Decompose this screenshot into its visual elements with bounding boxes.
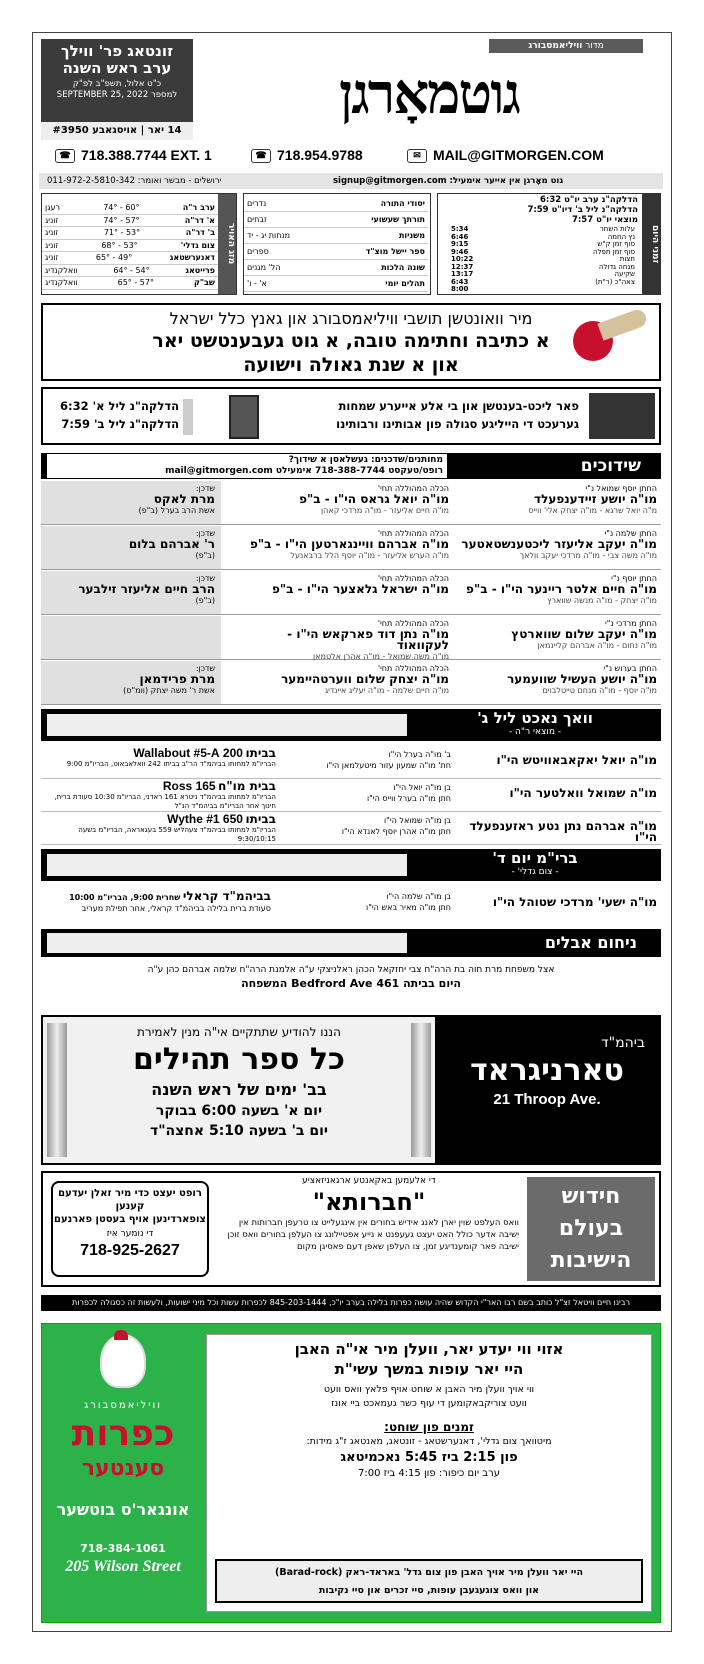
kallah-parents: מו"ה חיים אליעזר - מו"ה מרדכי קאהן xyxy=(320,506,449,515)
newspaper-page xyxy=(32,32,672,1632)
weather-day: ערב ר"ה xyxy=(182,203,215,212)
kapores-zman-1: מיטוואך צום גדלי', דאנערשטאג - זונטאג, מאנטאג ז"ג מידות: xyxy=(306,1436,552,1447)
kallah-cell xyxy=(239,618,449,662)
bris-detail: סעודת ברית בלילה בביהמ"ד קראלי, אחר תפילת מעריב xyxy=(81,904,271,913)
vach-parent-1: בן מו"ה שמואל הי"ו xyxy=(383,816,451,825)
zman-time: 13:17 xyxy=(451,270,474,278)
kapores-zman-3: ערב יום כיפור: פון 4:15 ביז 7:00 xyxy=(358,1468,500,1479)
shadchan-name: הרב חיים אליעזר זילבער xyxy=(78,582,215,596)
shidduchim-header xyxy=(41,453,661,479)
hebrew-date: כ"ט אלול, תשפ"ב לפ"ק xyxy=(72,79,162,89)
zman-time: 5:34 xyxy=(451,225,469,233)
weather-temp: 74° - 60° xyxy=(103,203,140,212)
zman-name: סוף זמן ק"ש xyxy=(597,240,635,248)
learning-row xyxy=(244,260,428,276)
shidduchim-title: שידוכים xyxy=(580,456,641,476)
learning-box xyxy=(243,193,431,295)
bris-subtitle: - צום גדלי' - xyxy=(511,867,559,877)
learning-row xyxy=(244,244,428,260)
zman-name: שקיעה xyxy=(614,270,635,278)
shadchan-note: אשת ר' משה יצחק (וומ"ס) xyxy=(123,686,215,695)
learning-list xyxy=(244,196,428,292)
vach-detail: הבריו"מ למחותו בביהמ"ד ניטרא 161 ראדני, הבריו"מ 10:30 סעודת ברית, חינוך אחר הבריו"מ בביהמ"ד הנ"ל xyxy=(54,793,276,810)
weather-row xyxy=(42,265,218,278)
tehillim-line-1: הננו להודיע שתתקיים אי"ה מנין לאמירת xyxy=(137,1025,341,1039)
weather-temp: 65° - 49° xyxy=(95,253,133,262)
bris-header-blank xyxy=(47,854,407,876)
kallah-name: מו"ה אברהם וויינגארטען הי"ו - ב"פ xyxy=(250,537,449,551)
fax-icon: ☎ xyxy=(251,149,271,163)
learning-topic: יסודי התורה xyxy=(380,199,425,208)
shadchan-label: שדכן: xyxy=(195,529,215,538)
candle-line-1: הדלקה"נ ערב יו"ט 6:32 xyxy=(540,195,638,205)
candle-line-3: מוצאי יו"ט 7:57 xyxy=(571,215,638,225)
pillar-left-icon xyxy=(47,1023,67,1157)
shul-panel xyxy=(435,1017,659,1163)
vach-address: 200 Wallabout #5-A xyxy=(133,746,243,760)
kapores-phone[interactable]: 718-384-1061 xyxy=(80,1542,166,1555)
weather-row xyxy=(42,202,218,215)
vach-parent-2: חתן מו"ה אהרן יוסף לאנדא הי"ו xyxy=(341,827,451,836)
contact-row xyxy=(41,145,661,169)
learning-topic: משניות xyxy=(398,231,425,240)
chosson-name: מו"ה חיים אלטר ריינער הי"ו - ב"פ xyxy=(466,582,657,596)
vach-name: מו"ה אברהם נתן נטע ראזענפעלד הי"ו xyxy=(469,819,657,844)
greeting-line-1: מיר וואונטשן תושבי וויליאמסבורג און גאנץ כלל ישראל xyxy=(169,309,533,328)
vach-parent-2: חת' מו"ה שמעון עזור מיטעלמאן הי"ו xyxy=(326,761,451,770)
shadchan-label: שדכן: xyxy=(195,484,215,493)
learning-row xyxy=(244,196,428,212)
new-year-greeting xyxy=(41,303,661,381)
chosson-parents: מו"ה נחום - מו"ה אברהם קליינמאן xyxy=(537,641,657,650)
chicken-icon xyxy=(100,1334,146,1388)
candle-ad-line-2: גערעכט די הייליגע סגולה פון אבותינו ורבותינו xyxy=(336,417,579,431)
shadchan-cell xyxy=(41,481,221,524)
chosson-parents: מ"ה יואל שרגא - מו"ה יצחק אלי' ווייס xyxy=(528,506,657,515)
weather-day: צום גדלי' xyxy=(180,240,215,250)
shadchan-name: מרת לאקס xyxy=(153,492,215,506)
nichum-title: ניחום אבלים xyxy=(544,933,637,952)
shadchan-note: (ב"פ) xyxy=(195,551,215,560)
bris-header xyxy=(41,849,661,881)
zman-row xyxy=(448,279,638,287)
vach-parents xyxy=(281,815,451,837)
weather-temp: 65° - 57° xyxy=(117,278,154,287)
chosson-cell xyxy=(457,618,657,651)
edition-day: זונטאג פר' ווילך xyxy=(60,42,174,60)
vach-row xyxy=(41,813,661,845)
shadchan-name: ר' אברהם בלום xyxy=(128,537,215,551)
newspaper-logo: גוטמאָרגן xyxy=(338,61,520,127)
kallah-parents: מו"ה חיים שלמה - מו"ה יעליג איינדיג xyxy=(324,686,449,695)
weather-list xyxy=(42,202,218,290)
weather-row xyxy=(42,215,218,228)
english-date: SEPTEMBER 25, 2022 למספר xyxy=(56,90,178,100)
kapores-body-1: ווי אויך וועלן מיר האבן א שוחט אויף פלאץ וואס וועט xyxy=(323,1384,535,1395)
vach-nacht-header xyxy=(41,709,661,741)
learning-topic: תהלים יומי xyxy=(385,279,425,288)
shidduch-row xyxy=(41,526,661,570)
weather-condition: זוניג xyxy=(45,240,59,250)
kapores-brand: כפרות xyxy=(71,1413,175,1454)
chosson-cell xyxy=(457,528,657,561)
weather-day: א' דר"ה xyxy=(184,215,215,225)
chevruta-intro: די אלעמען באקאנטע ארגאניזאציע xyxy=(302,1176,436,1186)
weather-box xyxy=(41,193,237,295)
kallah-name: מו"ה יואל גראס הי"ו - ב"פ xyxy=(299,492,449,506)
tehillim-ad xyxy=(41,1015,661,1165)
shadchan-label: שדכן: xyxy=(195,574,215,583)
vach-location-label: בביתו xyxy=(245,812,276,826)
chosson-parents: מו"ה יצחק - מו"ה מנשה שווארץ xyxy=(547,596,657,605)
zman-time: 12:37 xyxy=(451,262,474,271)
kallah-title: הכלה המהוללה תחי' xyxy=(377,664,449,673)
shul-name: טארניגראד xyxy=(470,1053,624,1088)
oil-box-icon xyxy=(229,395,259,439)
kapores-brand-sub: סענטער xyxy=(81,1456,165,1481)
vach-location-line xyxy=(41,781,276,793)
learning-page: ספרים xyxy=(247,247,269,256)
chevruta-name: "חברותא" xyxy=(312,1188,426,1216)
vach-detail: הבריו"מ למחותו בביהמ"ד הר"ב בביתו 242 וואלאבאוט, הבריו"מ 9:00 xyxy=(66,760,276,768)
bris-location: בביהמ"ד קראלי xyxy=(182,889,271,903)
kallah-cell xyxy=(239,483,449,516)
candle-lighting-ad xyxy=(41,387,661,445)
shadchan-cell xyxy=(41,661,221,704)
weather-row xyxy=(42,277,218,290)
chevruta-call-1: רופט יעצט כדי מיר זאלן יעדעם קענען xyxy=(58,1188,202,1212)
learning-page: מנחות יג - יד xyxy=(247,231,291,240)
vach-parent-1: בן מו"ה יואל הי"ו xyxy=(393,783,451,792)
vach-name: מו"ה יואל יאקאבאוויטש הי"ו xyxy=(496,753,657,767)
weather-label: מזג האויר xyxy=(218,194,236,294)
shadchan-name: מרת פרידמאן xyxy=(139,672,215,686)
shidduch-row xyxy=(41,616,661,660)
vach-parents xyxy=(281,749,451,771)
shul-label: ביהמ"ד xyxy=(601,1035,645,1051)
chosson-title: החתן שלמה נ"י xyxy=(604,529,657,538)
shul-address: 21 Throop Ave. xyxy=(493,1091,601,1108)
learning-page: זבחים xyxy=(247,215,267,224)
learning-row xyxy=(244,276,428,292)
kapores-footer-2: און וואס צוגעגעבן עופות, סיי זכרים און סיי נקיבות xyxy=(318,1585,540,1596)
vach-subtitle: - מוצאי ר"ה - xyxy=(508,727,562,737)
kapores-footer-1: היי יאר וועלן מיר אויך האבן פון צום גדל' באראד-ראק (Barad-rock) xyxy=(274,1567,583,1578)
chosson-parents: מו"ה יוסף - מו"ה מנחם טייטלבוים xyxy=(542,686,657,695)
chosson-title: החתן יוסף נ"י xyxy=(611,574,657,583)
bris-parent-1: בן מו"ה שלמה הי"ו xyxy=(386,892,451,901)
kapores-top: וויליאמסבורג xyxy=(84,1400,162,1411)
kapores-ad xyxy=(41,1323,661,1623)
zman-time: 10:22 xyxy=(451,255,474,263)
edition-holiday: ערב ראש השנה xyxy=(62,59,172,77)
weather-day: ב' דר"ה xyxy=(185,228,215,237)
mail-icon: ✉ xyxy=(407,149,427,163)
zman-name: סוף זמן תפלה xyxy=(593,247,635,256)
kallah-parents: מו"ה הערש אליעזר - מו"ה יוסף הלל ברבאנעל xyxy=(290,551,449,560)
shidduch-row xyxy=(41,661,661,705)
candle-line-2: הדלקה"נ ליל ב' דיו"ט 7:59 xyxy=(527,205,638,215)
weather-day: פרייטאג xyxy=(185,265,215,275)
zman-row xyxy=(448,286,638,294)
weather-condition: רעגן xyxy=(45,203,61,212)
kallah-cell xyxy=(239,573,449,595)
chosson-title: החתן יוסף שמואל נ"י xyxy=(585,484,657,493)
shadchan-label: שדכן: xyxy=(195,664,215,673)
email-link[interactable]: ✉ MAIL@GITMORGEN.COM xyxy=(407,147,604,163)
learning-topic: שונה הלכות xyxy=(381,263,425,272)
shadchan-cell xyxy=(41,526,221,569)
candle-time-1: הדלקה"נ ליל א' 6:32 xyxy=(59,399,179,413)
learning-page: נדרים xyxy=(247,199,267,208)
shidduchim-info-1: מחותנים/שדכנים: געשלאסן א שידוך? xyxy=(288,455,443,465)
zman-row xyxy=(448,249,638,257)
candle-icon xyxy=(183,399,193,435)
nichum-header-blank xyxy=(47,933,407,953)
vach-parent-2: חתן מו"ה בערל ווייס הי"ו xyxy=(366,794,451,803)
chevruta-body: וואס העלפט שוין יארן לאנג אידיש בחורים אין אינגעלייט צו טרעפן חברותות אין ישיבה אדער כולל האט יעצט געעפנט א נייע אפטיילונג צו העלפן בחורים וואס זוכן ישיבה פאר קומענדיגע זמן, צו העלפן שאפן דעם פאסיגן מקום xyxy=(227,1218,519,1252)
shidduch-row xyxy=(41,571,661,615)
kallah-name: מו"ה נתן דוד פארקאש הי"ו - לעקוואוד xyxy=(287,627,449,652)
chosson-cell xyxy=(457,663,657,696)
chevruta-call-2: צופארדינען אויף בעסטן פארנעם xyxy=(54,1214,206,1225)
vach-address: 650 Wythe #1 xyxy=(167,812,243,826)
kallah-name: מו"ה ישראל גלאצער הי"ו - ב"פ xyxy=(271,582,449,596)
weather-condition: זוניג xyxy=(45,215,59,225)
zman-name: מנחה גדולה xyxy=(598,262,635,271)
kallah-cell xyxy=(239,663,449,696)
candle-time-2: הדלקה"נ ליל ב' 7:59 xyxy=(61,417,179,431)
kapores-address: 205 Wilson Street xyxy=(65,1558,181,1575)
zman-time: 6:43 xyxy=(451,277,469,286)
vach-location-label: בבית מו"ח xyxy=(218,779,276,793)
chosson-cell xyxy=(457,573,657,606)
zman-time: 9:15 xyxy=(451,240,469,248)
weather-condition: זוניג xyxy=(45,253,59,262)
kapores-zman-2: פון 2:15 ביז 5:45 נאכמיטאג xyxy=(340,1450,518,1465)
kapores-zmanim-title: זמנים פון שוחט: xyxy=(384,1420,474,1434)
weather-condition: וואלקנדיג xyxy=(45,278,78,287)
kapores-body-2: וועט צוריקבאקומען די עוף כשר געמאכט ביי אונז xyxy=(331,1398,527,1409)
chevruta-side-banner: חידוש בעולם הישיבות xyxy=(527,1177,655,1281)
chosson-cell xyxy=(457,483,657,516)
kallah-title: הכלה המהוללה תחי' xyxy=(377,574,449,583)
weather-row xyxy=(42,227,218,240)
kapores-brand-panel xyxy=(48,1330,198,1616)
tehillim-line-2: כל ספר תהילים xyxy=(132,1042,346,1077)
kallah-title: הכלה המהוללה תחי' xyxy=(377,619,449,628)
kallah-cell xyxy=(239,528,449,561)
pillar-right-icon xyxy=(411,1023,431,1157)
vach-row xyxy=(41,780,661,812)
vach-header-blank xyxy=(47,714,407,736)
learning-row xyxy=(244,212,428,228)
nichum-line-1: אצל משפחת מרת חוה בת הרה"ח צבי יחזקאל הכהן ראלניצקי ע"ה אלמנת הרה"ח שלמה אברהם כהן ע"ה xyxy=(147,965,555,975)
edition-box xyxy=(41,39,193,140)
learning-topic: ספר יישל מוצ"ד xyxy=(365,247,425,256)
tehillim-line-5: יום ב' בשעה 5:10 אחצה"ד xyxy=(149,1123,328,1139)
chosson-name: מו"ה יושע העשיל שוועמער xyxy=(507,672,657,686)
phone-2[interactable]: ☎ 718.954.9788 xyxy=(251,147,363,163)
tehillim-line-4: יום א' בשעה 6:00 בבוקר xyxy=(155,1103,323,1119)
weather-temp: 68° - 53° xyxy=(101,240,138,250)
kallah-title: הכלה המהוללה תחי' xyxy=(377,484,449,493)
section-badge: מדור וויליאמסבורג xyxy=(489,39,643,53)
shadchan-note: (ב"פ) xyxy=(195,596,215,605)
chevruta-phone[interactable]: 718-925-2627 xyxy=(80,1242,180,1259)
zmanim-list xyxy=(448,226,638,294)
zman-time: 6:46 xyxy=(451,232,469,241)
tehillim-text xyxy=(43,1017,435,1163)
zman-name: חצות xyxy=(619,255,635,263)
kallah-title: הכלה המהוללה תחי' xyxy=(377,529,449,538)
chosson-parents: מו"ה משה צבי - מו"ה מרדכי יעקב וולאך xyxy=(519,551,657,560)
vach-address: 165 Ross xyxy=(162,779,216,793)
chosson-name: מו"ה יעקב אליעזר ליכטענשטאטער xyxy=(461,537,657,551)
phone-icon: ☎ xyxy=(55,149,75,163)
shidduch-row xyxy=(41,481,661,525)
weather-row xyxy=(42,240,218,253)
vach-name: מו"ה שמואל וואלטער הי"ו xyxy=(509,786,657,800)
chosson-title: החתן בערוש נ"י xyxy=(603,664,657,673)
zman-time: 8:00 xyxy=(451,285,469,293)
section-badge-label: וויליאמסבורג xyxy=(528,41,583,51)
learning-page: הל' מגנים xyxy=(247,263,281,272)
learning-row xyxy=(244,228,428,244)
kapores-owner: אונגאר'ס בוטשער xyxy=(56,1500,190,1519)
vach-row xyxy=(41,747,661,779)
zmanim-box xyxy=(437,193,661,295)
learning-page: א' - ו' xyxy=(247,279,267,288)
shidduchim-info-2: רופט/טעקסט 718-388-7744 אימעילט mail@gitmorgen.com xyxy=(165,466,443,476)
vach-location xyxy=(41,748,276,769)
shadchan-cell xyxy=(41,616,221,659)
vach-title: וואך נאכט ליל ג' xyxy=(477,709,593,727)
vach-location-label: בביתו xyxy=(245,746,276,760)
vach-location-line xyxy=(41,748,276,760)
vach-location-line xyxy=(41,814,276,826)
chosson-title: החתן מרדכי נ"י xyxy=(605,619,657,628)
nichum-text xyxy=(41,963,661,991)
kapores-info xyxy=(206,1334,652,1612)
zman-time: 9:46 xyxy=(451,247,469,256)
vach-location xyxy=(41,781,276,811)
weather-temp: 64° - 54° xyxy=(113,265,150,275)
bris-parent-2: חתן מו"ה מאיר באש הי"ו xyxy=(366,903,451,912)
kallah-parents: מו"ה משה שמואל - מו"ה אהרן אלטמאן xyxy=(313,652,449,661)
vach-parents xyxy=(281,782,451,804)
kapores-headline-1: אזוי ווי יעדע יאר, וועלן מיר אי"ה האבן xyxy=(294,1340,564,1358)
vach-location xyxy=(41,814,276,844)
bris-row xyxy=(41,889,661,923)
phone-1[interactable]: ☎ 718.388.7744 EXT. 1 xyxy=(55,147,212,163)
signup-line[interactable]: signup@gitmorgen.com :גוט מאָרגן אין אייער אימעיל xyxy=(333,176,564,186)
candle-ad-line-1: פאר ליכט-בענטשן און בי אלע אייערע שמחות xyxy=(338,399,579,413)
weather-row xyxy=(42,252,218,265)
chosson-name: מו"ה יעקב שלום שווארטץ xyxy=(511,627,657,641)
candle-logo xyxy=(589,393,655,439)
weather-condition: וואלקנדיג xyxy=(45,265,78,275)
kapores-banner: רבינו חיים וויטאל זצ"ל כותב בשם רבו האר"י הקדוש שהיה עושה כפרות בלילה בערב יו"כ, 845-203-1444 לכפרות עשות וכל מיני ישועות, ולעשות זה כסגולה לכפרות xyxy=(41,1295,661,1311)
bris-time: שחרית 9:00, הבריו"מ 10:00 xyxy=(69,893,181,902)
tehillim-line-3: בב' ימים של ראש השנה xyxy=(151,1080,327,1099)
kallah-name: מו"ה יצחק שלום ווערטהיימער xyxy=(281,672,449,686)
weather-day: דאנערשטאג xyxy=(169,253,215,262)
bris-title: ברי"מ יום ד' xyxy=(492,849,578,867)
nichum-line-2: היום בביתה 461 Bedfrord Ave המשפחה xyxy=(241,977,461,990)
weather-day: שב"ק xyxy=(193,278,215,287)
chevruta-call-3: די נומער איז xyxy=(106,1229,154,1239)
jerusalem-line: 011-972-2-5810-342 :ירושלים - מבשר ואומר xyxy=(47,176,222,186)
shadchan-note: אשת הרב בערל (ב"פ) xyxy=(138,506,215,515)
greeting-line-2: א כתיבה וחתימה טובה, א גוט געבענטשט יאר xyxy=(152,330,550,352)
weather-temp: 71° - 53° xyxy=(103,228,141,237)
weather-condition: זוניג xyxy=(45,228,59,237)
issue-number: 14 יאר | אויסגאבע #3950 xyxy=(41,122,193,140)
vach-detail: הבריו"מ למחותו בביהמ"ד צעהליש 559 בעגאראה, הבריו"מ בשעה 9:30/10:15 xyxy=(78,826,276,843)
nichum-header xyxy=(41,929,661,957)
bris-name: מו"ה ישעי' מרדכי שטוהל הי"ו xyxy=(492,895,657,909)
zman-name: צאה"כ (ר"ת) xyxy=(595,277,635,286)
zman-name: נץ החמה xyxy=(607,232,635,241)
kapores-headline-2: היי יאר עופות במשך עשי"ת xyxy=(334,1360,524,1378)
chevruta-ad xyxy=(41,1171,661,1287)
chosson-name: מו"ה יושע זיידענפעלד xyxy=(534,492,657,506)
shadchan-cell xyxy=(41,571,221,614)
greeting-line-3: און א שנת גאולה וישועה xyxy=(243,354,459,376)
vach-parent-1: ב' מו"ה בערל הי"ו xyxy=(388,750,451,759)
learning-topic: תורתך שעשועי xyxy=(371,215,425,224)
comb-icon xyxy=(114,1330,128,1340)
zman-row xyxy=(448,264,638,272)
zman-name: עלות השחר xyxy=(599,225,635,233)
weather-temp: 74° - 57° xyxy=(103,215,140,225)
info-bar xyxy=(39,173,663,189)
zmanim-label: זמני היום xyxy=(642,194,660,294)
